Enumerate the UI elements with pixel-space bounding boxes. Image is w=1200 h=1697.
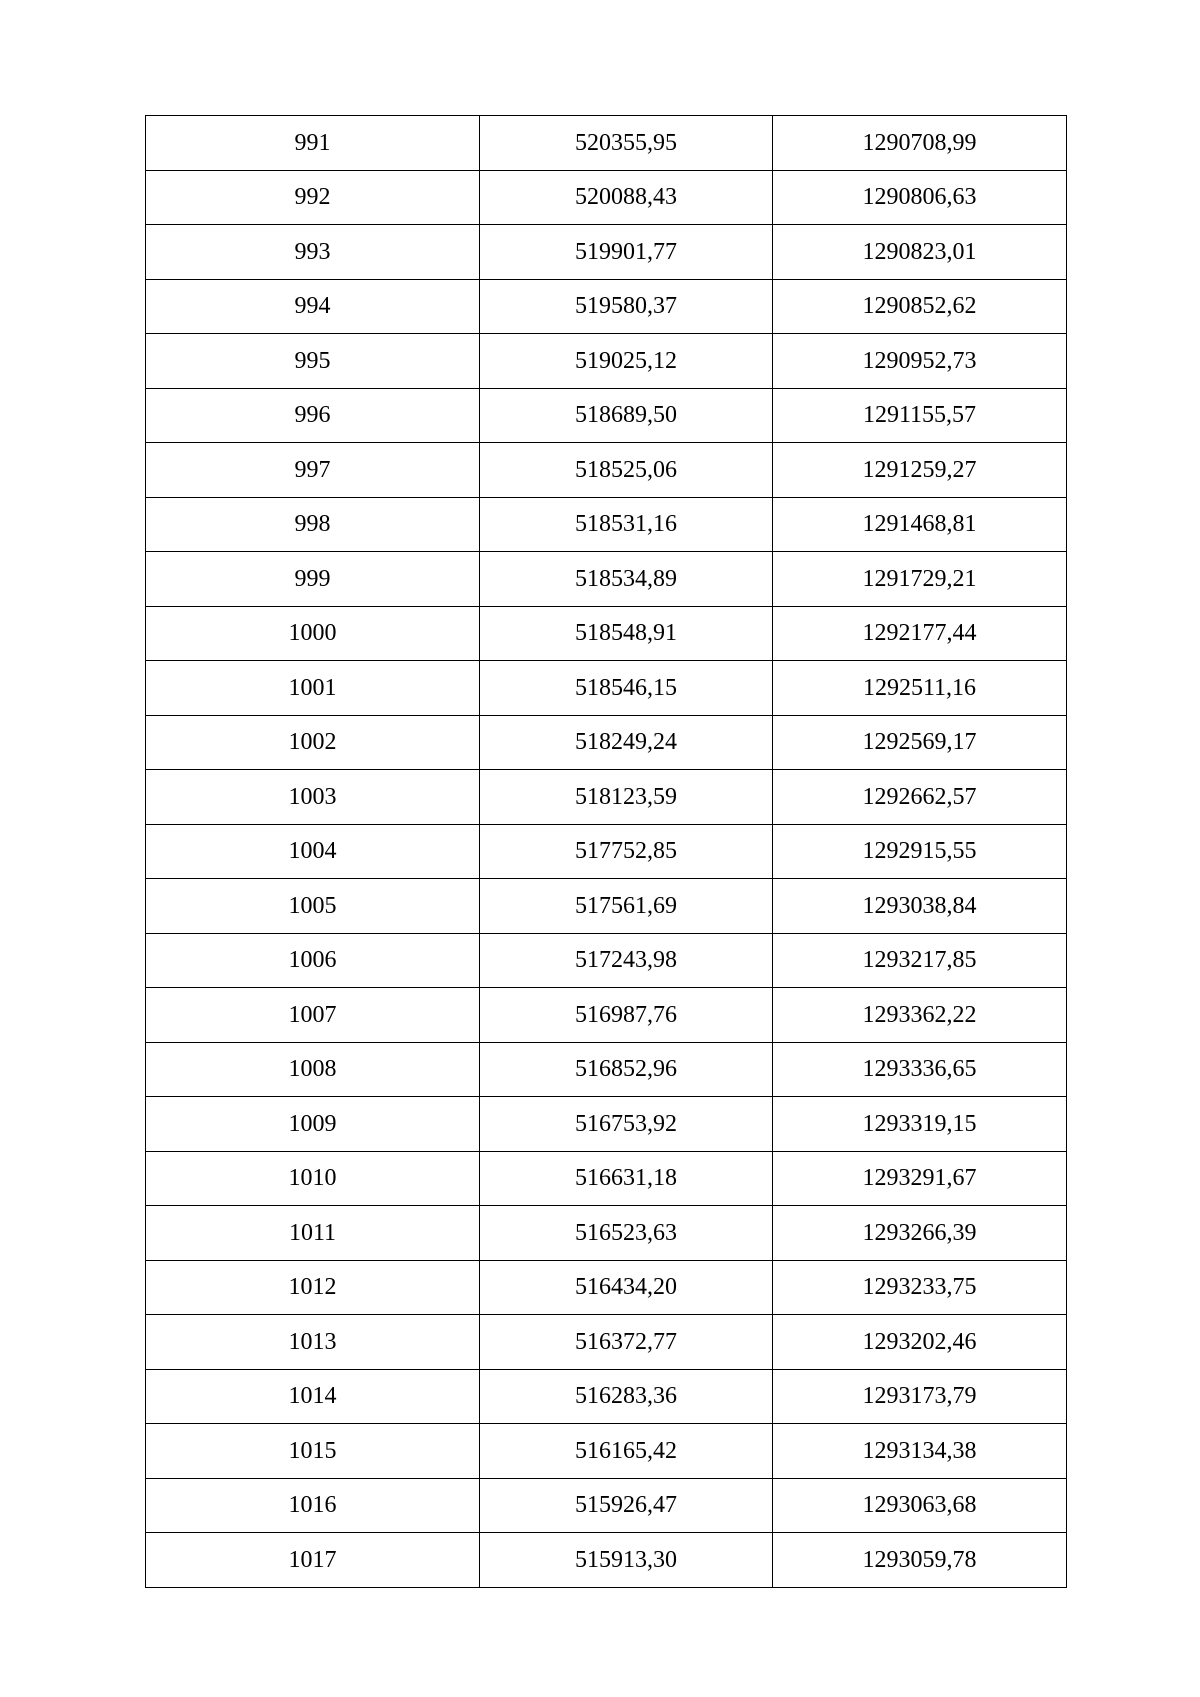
table-row	[146, 1533, 1067, 1588]
y-coordinate-cell: 1293202,46	[773, 1315, 1067, 1370]
x-coordinate-cell: 516523,63	[480, 1206, 773, 1261]
y-coordinate-cell: 1293266,39	[773, 1206, 1067, 1261]
table-row	[146, 1478, 1067, 1533]
point-number-cell: 1016	[146, 1478, 480, 1533]
table-row	[146, 606, 1067, 661]
y-coordinate-cell: 1290806,63	[773, 170, 1067, 225]
y-coordinate-cell: 1293362,22	[773, 988, 1067, 1043]
point-number-cell: 995	[146, 334, 480, 389]
y-coordinate-cell: 1293063,68	[773, 1478, 1067, 1533]
y-coordinate-cell: 1290823,01	[773, 225, 1067, 280]
x-coordinate-cell: 516283,36	[480, 1369, 773, 1424]
point-number-cell: 998	[146, 497, 480, 552]
point-number-cell: 997	[146, 443, 480, 498]
point-number-cell: 1004	[146, 824, 480, 879]
x-coordinate-cell: 516631,18	[480, 1151, 773, 1206]
point-number-cell: 1008	[146, 1042, 480, 1097]
x-coordinate-cell: 515926,47	[480, 1478, 773, 1533]
table-row	[146, 116, 1067, 171]
point-number-cell: 1006	[146, 933, 480, 988]
y-coordinate-cell: 1290952,73	[773, 334, 1067, 389]
table-row	[146, 715, 1067, 770]
x-coordinate-cell: 518249,24	[480, 715, 773, 770]
x-coordinate-cell: 516165,42	[480, 1424, 773, 1479]
x-coordinate-cell: 517752,85	[480, 824, 773, 879]
y-coordinate-cell: 1291155,57	[773, 388, 1067, 443]
y-coordinate-cell: 1292569,17	[773, 715, 1067, 770]
y-coordinate-cell: 1293038,84	[773, 879, 1067, 934]
x-coordinate-cell: 516372,77	[480, 1315, 773, 1370]
x-coordinate-cell: 519580,37	[480, 279, 773, 334]
point-number-cell: 1002	[146, 715, 480, 770]
y-coordinate-cell: 1293134,38	[773, 1424, 1067, 1479]
point-number-cell: 996	[146, 388, 480, 443]
y-coordinate-cell: 1291468,81	[773, 497, 1067, 552]
table-row	[146, 661, 1067, 716]
table-row	[146, 824, 1067, 879]
point-number-cell: 1010	[146, 1151, 480, 1206]
table-row	[146, 988, 1067, 1043]
table-row	[146, 1424, 1067, 1479]
y-coordinate-cell: 1291259,27	[773, 443, 1067, 498]
y-coordinate-cell: 1293217,85	[773, 933, 1067, 988]
point-number-cell: 992	[146, 170, 480, 225]
x-coordinate-cell: 516987,76	[480, 988, 773, 1043]
table-row	[146, 770, 1067, 825]
table-row	[146, 334, 1067, 389]
point-number-cell: 993	[146, 225, 480, 280]
table-row	[146, 1097, 1067, 1152]
y-coordinate-cell: 1293336,65	[773, 1042, 1067, 1097]
y-coordinate-cell: 1292662,57	[773, 770, 1067, 825]
table-row	[146, 1315, 1067, 1370]
coordinates-table	[145, 115, 1067, 1588]
x-coordinate-cell: 518531,16	[480, 497, 773, 552]
y-coordinate-cell: 1293291,67	[773, 1151, 1067, 1206]
table-row	[146, 443, 1067, 498]
table-row	[146, 879, 1067, 934]
point-number-cell: 991	[146, 116, 480, 171]
y-coordinate-cell: 1292511,16	[773, 661, 1067, 716]
x-coordinate-cell: 518525,06	[480, 443, 773, 498]
table-row	[146, 388, 1067, 443]
x-coordinate-cell: 520088,43	[480, 170, 773, 225]
y-coordinate-cell: 1291729,21	[773, 552, 1067, 607]
point-number-cell: 999	[146, 552, 480, 607]
x-coordinate-cell: 518546,15	[480, 661, 773, 716]
table-row	[146, 279, 1067, 334]
y-coordinate-cell: 1292177,44	[773, 606, 1067, 661]
table-row	[146, 497, 1067, 552]
table-row	[146, 1260, 1067, 1315]
point-number-cell: 1015	[146, 1424, 480, 1479]
x-coordinate-cell: 517243,98	[480, 933, 773, 988]
point-number-cell: 1011	[146, 1206, 480, 1261]
table-row	[146, 1206, 1067, 1261]
point-number-cell: 1009	[146, 1097, 480, 1152]
table-row	[146, 1042, 1067, 1097]
y-coordinate-cell: 1293059,78	[773, 1533, 1067, 1588]
y-coordinate-cell: 1292915,55	[773, 824, 1067, 879]
point-number-cell: 1005	[146, 879, 480, 934]
point-number-cell: 1014	[146, 1369, 480, 1424]
table-row	[146, 1369, 1067, 1424]
point-number-cell: 1000	[146, 606, 480, 661]
x-coordinate-cell: 518534,89	[480, 552, 773, 607]
x-coordinate-cell: 515913,30	[480, 1533, 773, 1588]
table-row	[146, 1151, 1067, 1206]
point-number-cell: 1007	[146, 988, 480, 1043]
x-coordinate-cell: 518689,50	[480, 388, 773, 443]
point-number-cell: 1003	[146, 770, 480, 825]
x-coordinate-cell: 518548,91	[480, 606, 773, 661]
y-coordinate-cell: 1290852,62	[773, 279, 1067, 334]
x-coordinate-cell: 520355,95	[480, 116, 773, 171]
table-row	[146, 225, 1067, 280]
point-number-cell: 994	[146, 279, 480, 334]
table-row	[146, 552, 1067, 607]
x-coordinate-cell: 518123,59	[480, 770, 773, 825]
x-coordinate-cell: 519901,77	[480, 225, 773, 280]
x-coordinate-cell: 516753,92	[480, 1097, 773, 1152]
x-coordinate-cell: 516434,20	[480, 1260, 773, 1315]
y-coordinate-cell: 1290708,99	[773, 116, 1067, 171]
x-coordinate-cell: 517561,69	[480, 879, 773, 934]
y-coordinate-cell: 1293233,75	[773, 1260, 1067, 1315]
point-number-cell: 1001	[146, 661, 480, 716]
x-coordinate-cell: 519025,12	[480, 334, 773, 389]
point-number-cell: 1013	[146, 1315, 480, 1370]
point-number-cell: 1012	[146, 1260, 480, 1315]
table-row	[146, 933, 1067, 988]
table-row	[146, 170, 1067, 225]
x-coordinate-cell: 516852,96	[480, 1042, 773, 1097]
coordinates-table-body	[146, 116, 1067, 1588]
y-coordinate-cell: 1293173,79	[773, 1369, 1067, 1424]
point-number-cell: 1017	[146, 1533, 480, 1588]
y-coordinate-cell: 1293319,15	[773, 1097, 1067, 1152]
